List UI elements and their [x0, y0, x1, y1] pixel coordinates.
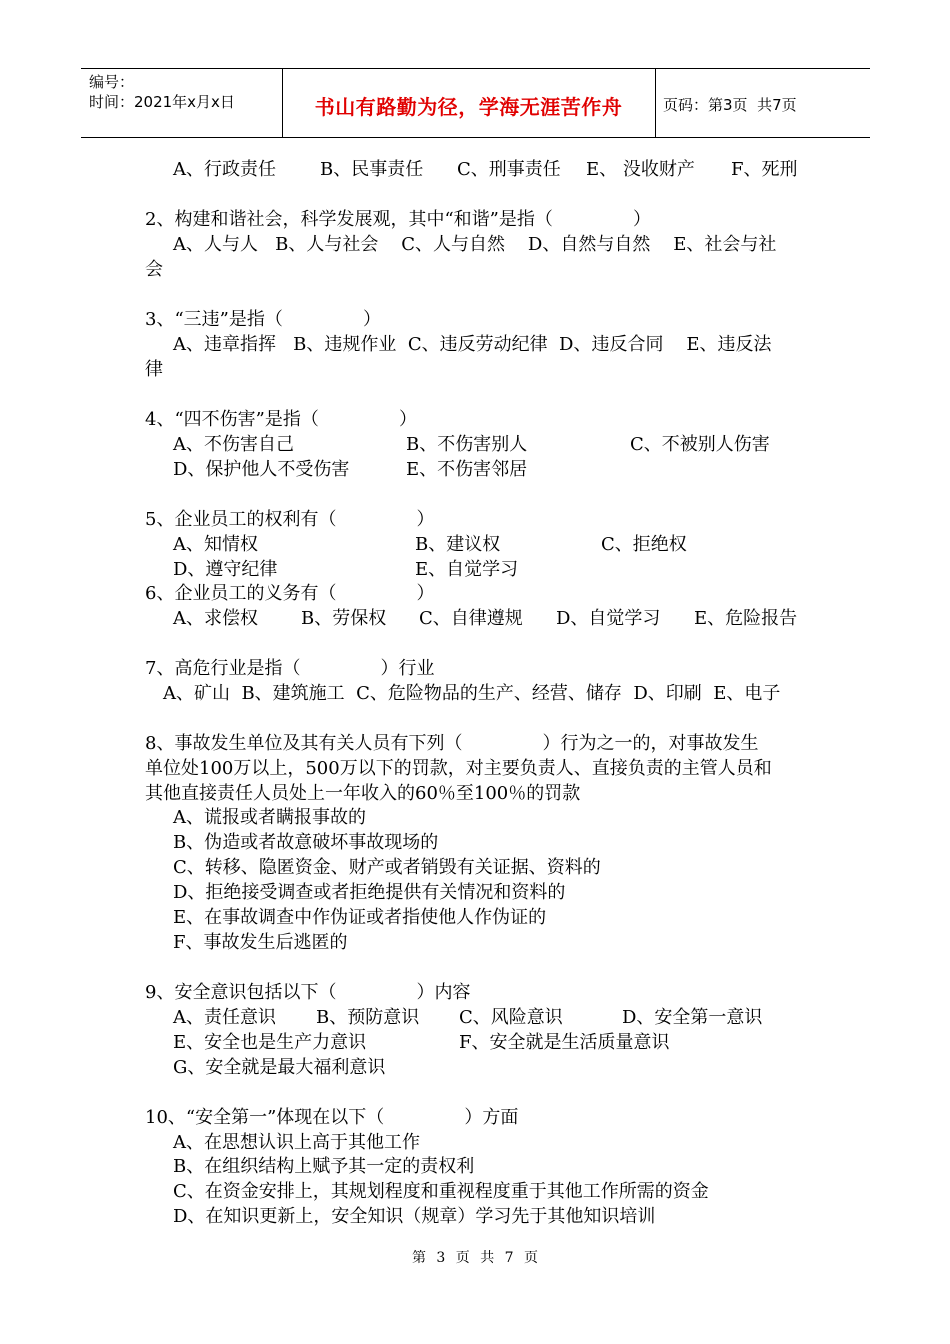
q8-option-c: C、转移、隐匿资金、财产或者销毁有关证据、资料的: [173, 857, 601, 878]
q8-stem-line2: 单位处100万以上，500万以下的罚款，对主要负责人、直接负责的主管人员和: [145, 758, 772, 779]
q5-option-b: B、建议权: [415, 534, 501, 555]
q6-option-b: B、劳保权: [301, 608, 387, 629]
q1-option-a: A、行政责任: [173, 159, 276, 180]
q10-option-b: B、在组织结构上赋予其一定的责权利: [173, 1156, 475, 1177]
q6-stem: 6、企业员工的义务有（ ）: [145, 583, 435, 604]
q4-option-d: D、保护他人不受伤害: [173, 459, 350, 480]
q1-option-f: F、死刑: [731, 159, 798, 180]
header-motto: 书山有路勤为径，学海无涯苦作舟: [314, 95, 623, 119]
q9-option-c: C、风险意识: [459, 1007, 563, 1028]
q10-option-c: C、在资金安排上，其规划程度和重视程度重于其他工作所需的资金: [173, 1181, 709, 1202]
header-meta: [89, 72, 235, 112]
q4-option-b: B、不伤害别人: [406, 434, 528, 455]
q5-option-c: C、拒绝权: [601, 534, 687, 555]
q9-option-b: B、预防意识: [316, 1007, 420, 1028]
q3-options: A、违章指挥 B、违规作业 C、违反劳动纪律 D、违反合同 E、违反法: [173, 334, 772, 355]
q4-option-c: C、不被别人伤害: [630, 434, 770, 455]
q8-option-b: B、伪造或者故意破坏事故现场的: [173, 832, 439, 853]
q10-stem: 10、“安全第一”体现在以下（ ）方面: [145, 1107, 519, 1128]
q7-options: A、矿山 B、建筑施工 C、危险物品的生产、经营、储存 D、印刷 E、电子: [163, 683, 781, 704]
q9-option-a: A、责任意识: [173, 1007, 276, 1028]
q9-stem: 9、安全意识包括以下（ ）内容: [145, 982, 471, 1003]
document-number-label: 编号：: [89, 73, 135, 91]
q9-option-e: E、安全也是生产力意识: [173, 1032, 367, 1053]
q5-option-a: A、知情权: [173, 534, 258, 555]
q9-option-g: G、安全就是最大福利意识: [173, 1057, 386, 1078]
document-date: 时间：2021年x月x日: [89, 93, 235, 111]
q10-option-a: A、在思想认识上高于其他工作: [173, 1132, 420, 1153]
page-footer: 第 3 页 共 7 页: [411, 1250, 539, 1266]
q1-option-b: B、民事责任: [320, 159, 424, 180]
q3-options-cont: 律: [145, 359, 163, 380]
q6-option-d: D、自觉学习: [556, 608, 661, 629]
header-page-info: 页码：第3页 共7页: [663, 96, 797, 114]
q9-option-d: D、安全第一意识: [622, 1007, 763, 1028]
q3-stem: 3、“三违”是指（ ）: [145, 309, 381, 330]
q2-options-cont: 会: [145, 259, 163, 280]
q10-option-d: D、在知识更新上，安全知识（规章）学习先于其他知识培训: [173, 1206, 656, 1227]
q2-options: A、人与人 B、人与社会 C、人与自然 D、自然与自然 E、社会与社: [173, 234, 777, 255]
q8-stem-line3: 其他直接责任人员处上一年收入的60％至100％的罚款: [145, 783, 581, 804]
q8-option-d: D、拒绝接受调查或者拒绝提供有关情况和资料的: [173, 882, 566, 903]
q4-stem: 4、“四不伤害”是指（ ）: [145, 409, 417, 430]
q8-stem-line1: 8、事故发生单位及其有关人员有下列（ ）行为之一的，对事故发生: [145, 733, 759, 754]
q5-option-e: E、自觉学习: [415, 559, 519, 580]
q6-option-c: C、自律遵规: [419, 608, 523, 629]
q6-option-e: E、危险报告: [694, 608, 798, 629]
q7-stem: 7、高危行业是指（ ）行业: [145, 658, 435, 679]
q8-option-a: A、谎报或者瞒报事故的: [173, 807, 366, 828]
q8-option-f: F、事故发生后逃匿的: [173, 932, 348, 953]
header-divider: [655, 69, 656, 137]
q8-option-e: E、在事故调查中作伪证或者指使他人作伪证的: [173, 907, 547, 928]
q1-option-e: E、 没收财产: [586, 159, 695, 180]
q4-option-e: E、不伤害邻居: [406, 459, 528, 480]
q1-option-c: C、刑事责任: [457, 159, 561, 180]
q4-option-a: A、不伤害自己: [173, 434, 294, 455]
q2-stem: 2、构建和谐社会，科学发展观，其中“和谐”是指（ ）: [145, 209, 651, 230]
q5-option-d: D、遵守纪律: [173, 559, 278, 580]
q6-option-a: A、求偿权: [173, 608, 258, 629]
q9-option-f: F、安全就是生活质量意识: [459, 1032, 670, 1053]
q5-stem: 5、企业员工的权利有（ ）: [145, 509, 435, 530]
page-header: [81, 68, 870, 138]
